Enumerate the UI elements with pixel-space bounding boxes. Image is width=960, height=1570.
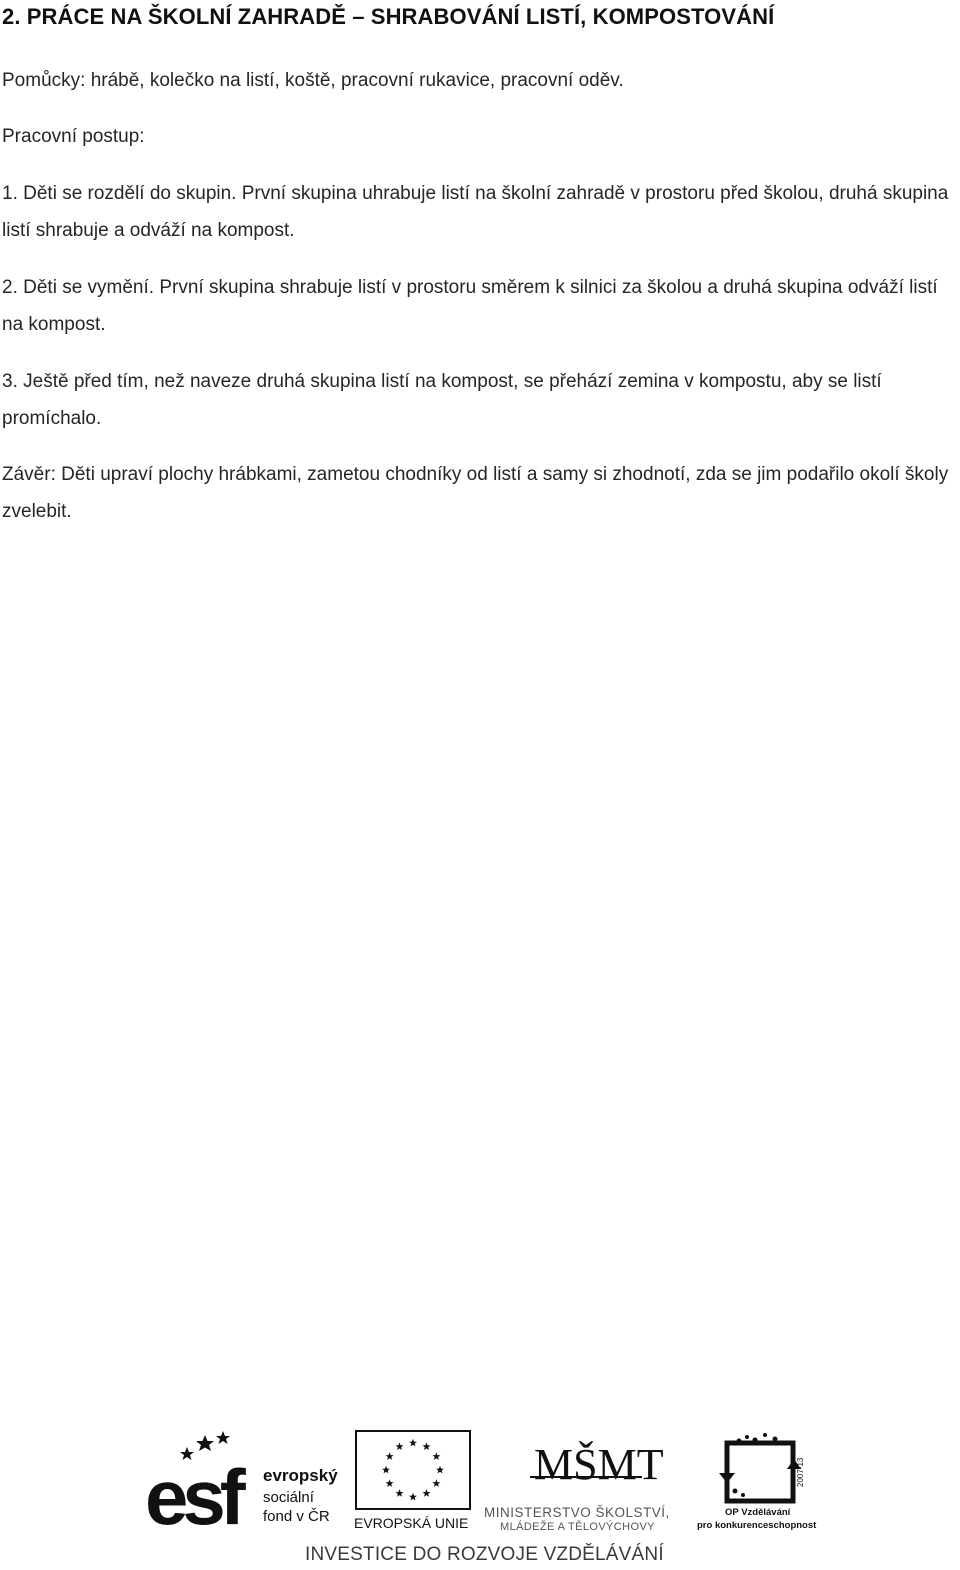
tools-paragraph: Pomůcky: hrábě, kolečko na listí, koště, pracovní rukavice, pracovní oděv. (2, 70, 624, 91)
esf-line3: fond v ČR (263, 1508, 330, 1525)
op-line1: OP Vzdělávání (725, 1507, 791, 1518)
op-line2: pro konkurenceschopnost (697, 1520, 817, 1531)
eu-label: EVROPSKÁ UNIE (354, 1515, 469, 1531)
esf-line1: evropský (263, 1466, 338, 1485)
document-title: 2. PRÁCE NA ŠKOLNÍ ZAHRADĚ – SHRABOVÁNÍ LISTÍ, KOMPOSTOVÁNÍ (2, 4, 775, 29)
msmt-logo-icon (482, 1429, 690, 1531)
procedure-heading: Pracovní postup: (2, 126, 145, 147)
conclusion-paragraph: Závěr: Děti upraví plochy hrábkami, zametou chodníky od listí a samy si zhodnotí, zda se jim podařilo okolí školy zvelebit. (2, 464, 949, 522)
msmt-line2: MLÁDEŽE A TĚLOVÝCHOVY (500, 1521, 655, 1531)
eu-flag-icon (353, 1429, 475, 1531)
step-paragraph: 3. Ještě před tím, než naveze druhá skupina listí na kompost, se přehází zemina v kompostu, aby se listí promíchalo. (2, 371, 882, 429)
footer-motto: INVESTICE DO ROZVOJE VZDĚLÁVÁNÍ (305, 1544, 664, 1565)
esf-line2: sociální (263, 1489, 314, 1506)
op-vk-logo-icon (695, 1429, 830, 1531)
msmt-line1: MINISTERSTVO ŠKOLSTVÍ, (484, 1505, 670, 1520)
msmt-mark: MŠMT (534, 1440, 664, 1489)
step-paragraph: 1. Děti se rozdělí do skupin. První skupina uhrabuje listí na školní zahradě v prostoru před školou, druhá skupina listí shrabuje a odváží na kompost. (2, 183, 949, 241)
funding-footer (0, 1425, 960, 1570)
esf-logo-icon (145, 1429, 345, 1531)
step-paragraph: 2. Děti se vymění. První skupina shrabuje listí v prostoru směrem k silnici za školou a druhá skupina odváží listí na kompost. (2, 277, 938, 335)
esf-mark: esf (145, 1453, 240, 1531)
op-years: 2007-13 (796, 1457, 805, 1487)
